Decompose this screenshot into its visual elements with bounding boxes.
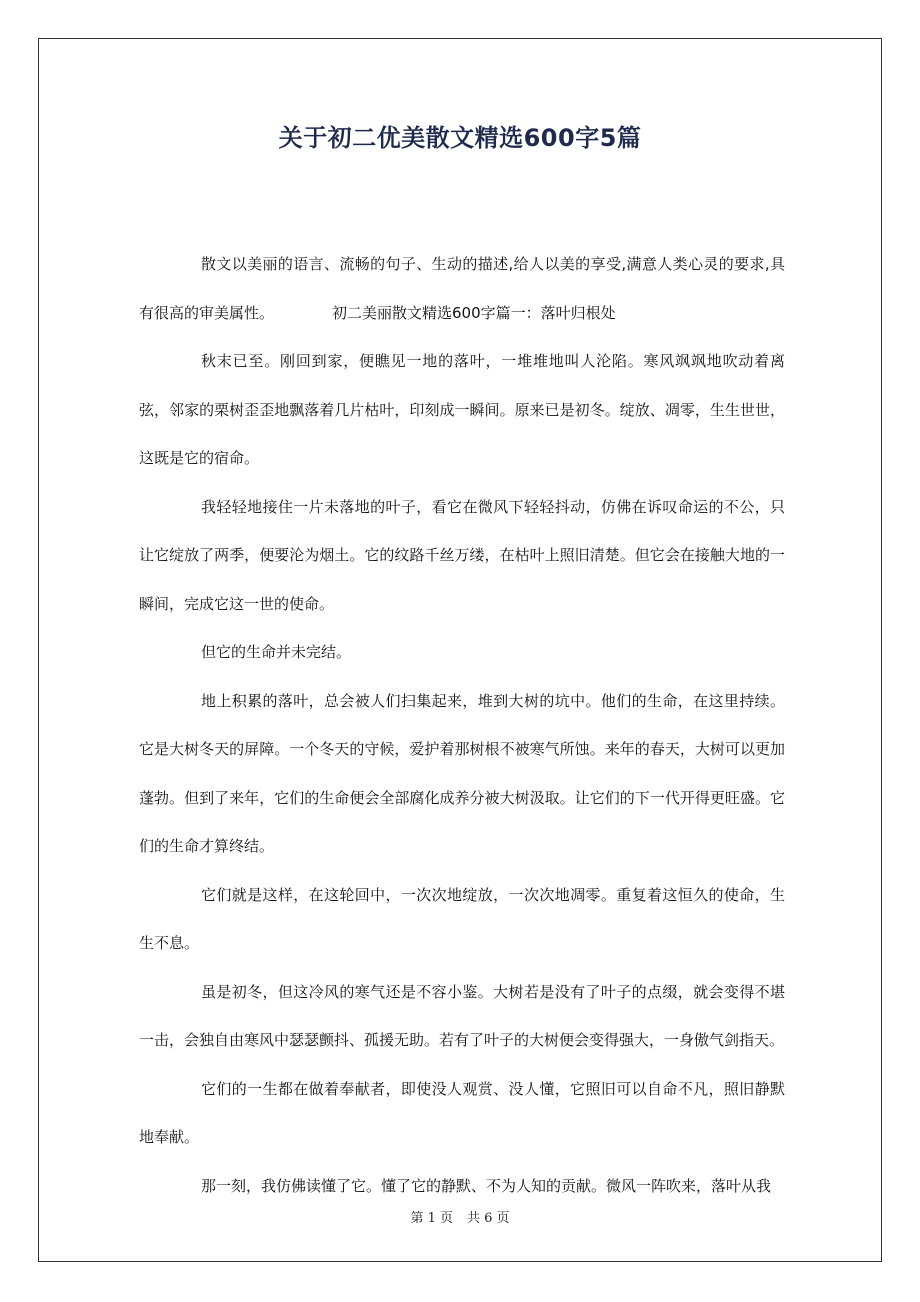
body-paragraph-2: 我轻轻地接住一片未落地的叶子，看它在微风下轻轻抖动，仿佛在诉叹命运的不公，只让它绽放了两季，便要沦为烟土。它的纹路千丝万缕，在枯叶上照旧清楚。但它会在接触大地的一瞬间，完成它这一世的使命。	[139, 497, 785, 613]
body-paragraph-7: 它们的一生都在做着奉献者，即使没人观赏、没人懂，它照旧可以自命不凡，照旧静默地奉献。	[139, 1079, 785, 1146]
body-paragraph-6: 虽是初冬，但这冷风的寒气还是不容小鉴。大树若是没有了叶子的点缀，就会变得不堪一击，会独自由寒风中瑟瑟颤抖、孤援无助。若有了叶子的大树便会变得强大，一身傲气剑指天。	[139, 982, 785, 1049]
body-paragraph-1: 秋末已至。刚回到家，便瞧见一地的落叶，一堆堆地叫人沦陷。寒风飒飒地吹动着离弦，邻家的栗树歪歪地飘落着几片枯叶，印刻成一瞬间。原来已是初冬。绽放、凋零，生生世世，这既是它的宿命。	[139, 352, 785, 467]
document-body	[139, 240, 785, 1210]
document-title: 关于初二优美散文精选600字5篇	[278, 124, 642, 152]
body-paragraph-4: 地上积累的落叶，总会被人们扫集起来，堆到大树的坑中。他们的生命，在这里持续。它是大树冬天的屏障。一个冬天的守候，爱护着那树根不被寒气所蚀。来年的春天，大树可以更加蓬勃。但到了来年，它们的生命便会全部腐化成养分被大树汲取。让它们的下一代开得更旺盛。它们的生命才算终结。	[139, 691, 785, 855]
page-number: 第 1 页	[410, 1211, 453, 1226]
page-footer	[0, 1207, 920, 1226]
section-subheading: 初二美丽散文精选600字篇一：落叶归根处	[332, 303, 616, 322]
intro-text: 散文以美丽的语言、流畅的句子、生动的描述,给人以美的享受,满意人类心灵的要求,具有很高的审美属性。	[139, 255, 785, 322]
page-total: 共 6 页	[467, 1211, 510, 1226]
body-paragraph-3: 但它的生命并未完结。	[201, 643, 352, 661]
body-paragraph-8: 那一刻，我仿佛读懂了它。懂了它的静默、不为人知的贡献。微风一阵吹来，落叶从我	[201, 1176, 772, 1195]
intro-paragraph	[139, 240, 785, 337]
body-paragraph-5: 它们就是这样，在这轮回中，一次次地绽放，一次次地凋零。重复着这恒久的使命，生生不息。	[139, 885, 785, 952]
